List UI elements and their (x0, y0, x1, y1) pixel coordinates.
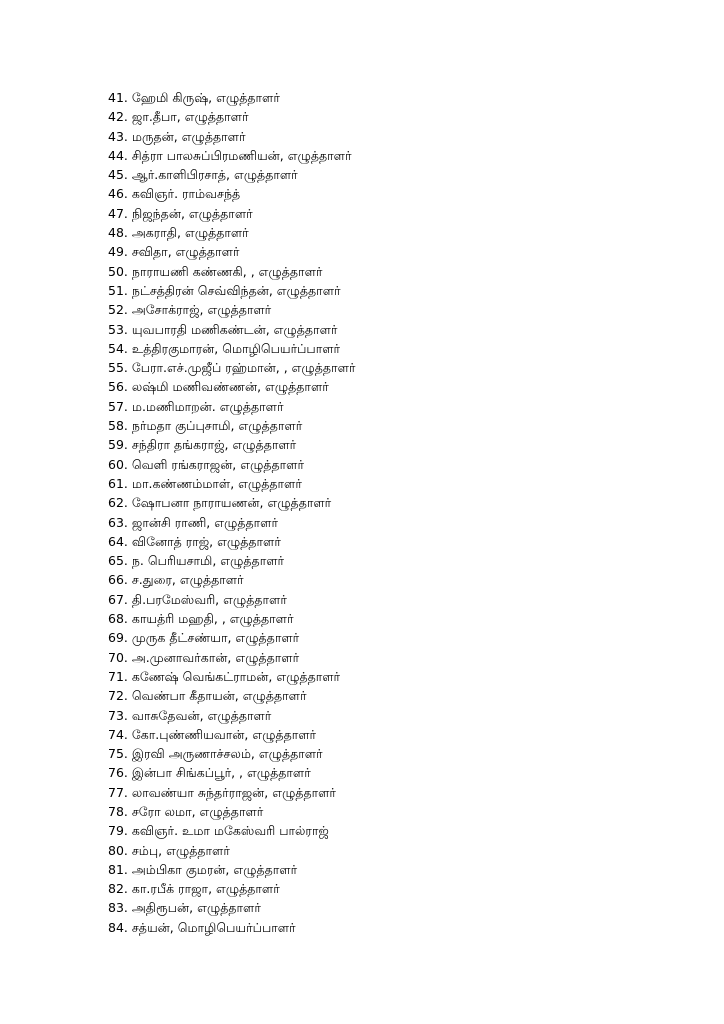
list-item-number: 53. (108, 321, 128, 337)
list-item-text: வினோத் ராஜ், எழுத்தாளர் (131, 533, 281, 549)
list-item-text: நாராயணி கண்ணகி, , எழுத்தாளர் (131, 263, 323, 279)
list-item (108, 262, 355, 281)
list-item-number: 70. (108, 649, 128, 665)
list-item (108, 242, 355, 261)
list-item (108, 744, 355, 763)
list-item (108, 320, 355, 339)
list-item-number: 76. (108, 765, 128, 781)
list-item-number: 52. (108, 302, 128, 318)
list-item-text: கோ.புண்ணியவான், எழுத்தாளர் (131, 726, 317, 742)
list-item-text: இரவி அருணாச்சலம், எழுத்தாளர் (131, 746, 323, 762)
list-item (108, 223, 355, 242)
list-item (108, 184, 355, 203)
list-item-text: நட்சத்திரன் செவ்விந்தன், எழுத்தாளர் (131, 282, 341, 298)
list-item (108, 435, 355, 454)
list-item-text: நர்மதா குப்புசாமி, எழுத்தாளர் (131, 418, 303, 434)
list-item (108, 416, 355, 435)
list-item-number: 84. (108, 919, 128, 935)
list-item (108, 590, 355, 609)
list-item-text: ஜான்சி ராணி, எழுத்தாளர் (131, 514, 278, 530)
list-item-text: ம.மணிமாறன். எழுத்தாளர் (131, 398, 284, 414)
list-item (108, 204, 355, 223)
list-item-text: சம்பு, எழுத்தாளர் (131, 842, 230, 858)
list-item-number: 67. (108, 591, 128, 607)
list-item (108, 300, 355, 319)
list-item-number: 83. (108, 900, 128, 916)
list-item (108, 513, 355, 532)
list-item-text: சித்ரா பாலசுப்பிரமணியன், எழுத்தாளர் (131, 147, 352, 163)
list-item-number: 57. (108, 398, 128, 414)
list-item-number: 71. (108, 668, 128, 684)
list-item-number: 46. (108, 186, 128, 202)
list-item-text: கணேஷ் வெங்கட்ராமன், எழுத்தாளர் (131, 668, 341, 684)
list-item (108, 551, 355, 570)
numbered-list (108, 88, 355, 937)
list-item-number: 74. (108, 726, 128, 742)
list-item (108, 107, 355, 126)
list-item-number: 77. (108, 784, 128, 800)
list-item-text: ச.துரை, எழுத்தாளர் (131, 572, 244, 588)
list-item (108, 474, 355, 493)
list-item-text: மா.கண்ணம்மாள், எழுத்தாளர் (131, 475, 302, 491)
list-item-number: 47. (108, 205, 128, 221)
list-item-text: சரோ லமா, எழுத்தாளர் (131, 803, 264, 819)
list-item-number: 54. (108, 340, 128, 356)
list-item-text: பேரா.எச்.முஜீப் ரஹ்மான், , எழுத்தாளர் (131, 360, 356, 376)
list-item-number: 78. (108, 803, 128, 819)
list-item-text: அ.முனாவர்கான், எழுத்தாளர் (131, 649, 300, 665)
list-item (108, 146, 355, 165)
list-item-text: ஜா.தீபா, எழுத்தாளர் (131, 109, 249, 125)
list-item-number: 49. (108, 244, 128, 260)
list-item (108, 628, 355, 647)
list-item-text: சத்யன், மொழிபெயர்ப்பாளர் (131, 919, 296, 935)
list-item-text: கா.ரபீக் ராஜா, எழுத்தாளர் (131, 881, 280, 897)
list-item (108, 570, 355, 589)
list-item-text: அம்பிகா குமரன், எழுத்தாளர் (131, 861, 298, 877)
list-item-number: 50. (108, 263, 128, 279)
list-item-number: 43. (108, 128, 128, 144)
list-item-number: 68. (108, 611, 128, 627)
list-item-number: 48. (108, 225, 128, 241)
list-item-number: 82. (108, 881, 128, 897)
list-item-text: வெளி ரங்கராஜன், எழுத்தாளர் (131, 456, 304, 472)
list-item-text: கவிஞர். ராம்வசந்த் (131, 186, 241, 202)
list-item (108, 686, 355, 705)
list-item-number: 75. (108, 746, 128, 762)
list-item (108, 898, 355, 917)
list-item-number: 58. (108, 418, 128, 434)
list-item-text: வாசுதேவன், எழுத்தாளர் (131, 707, 272, 723)
list-item-number: 69. (108, 630, 128, 646)
list-item (108, 879, 355, 898)
list-item-number: 62. (108, 495, 128, 511)
list-item-number: 56. (108, 379, 128, 395)
list-item-text: அகராதி, எழுத்தாளர் (131, 225, 249, 241)
list-item (108, 706, 355, 725)
list-item-text: லஷ்மி மணிவண்ணன், எழுத்தாளர் (131, 379, 329, 395)
list-item-number: 79. (108, 823, 128, 839)
list-item-text: கவிஞர். உமா மகேஸ்வரி பால்ராஜ் (131, 823, 329, 839)
list-item-text: காயத்ரி மஹதி, , எழுத்தாளர் (131, 611, 294, 627)
list-item-number: 64. (108, 533, 128, 549)
list-item (108, 377, 355, 396)
list-item-text: வெண்பா கீதாயன், எழுத்தாளர் (131, 688, 307, 704)
list-item-text: லாவண்யா சுந்தர்ராஜன், எழுத்தாளர் (131, 784, 336, 800)
list-item (108, 860, 355, 879)
list-item-number: 73. (108, 707, 128, 723)
list-item-text: இன்பா சிங்கப்பூர், , எழுத்தாளர் (131, 765, 311, 781)
list-item-text: சந்திரா தங்கராஜ், எழுத்தாளர் (131, 437, 297, 453)
list-item (108, 783, 355, 802)
list-item-text: அசோக்ராஜ், எழுத்தாளர் (131, 302, 272, 318)
list-item (108, 841, 355, 860)
list-item-text: யுவபாரதி மணிகண்டன், எழுத்தாளர் (131, 321, 338, 337)
list-item-number: 65. (108, 553, 128, 569)
list-item-text: தி.பரமேஸ்வரி, எழுத்தாளர் (131, 591, 287, 607)
list-item (108, 609, 355, 628)
list-item-number: 41. (108, 90, 128, 105)
list-item (108, 455, 355, 474)
list-item-number: 61. (108, 475, 128, 491)
list-item (108, 532, 355, 551)
list-item-text: முருக தீட்சண்யா, எழுத்தாளர் (131, 630, 300, 646)
list-item (108, 918, 355, 937)
list-item-number: 63. (108, 514, 128, 530)
list-item-text: ந. பெரியசாமி, எழுத்தாளர் (131, 553, 285, 569)
list-item-text: அதிரூபன், எழுத்தாளர் (131, 900, 261, 916)
list-item-text: ஆர்.காளிபிரசாத், எழுத்தாளர் (131, 167, 298, 183)
list-item (108, 725, 355, 744)
list-item (108, 493, 355, 512)
list-item-text: நிஜந்தன், எழுத்தாளர் (131, 205, 253, 221)
list-item-number: 81. (108, 861, 128, 877)
list-item-text: உத்திரகுமாரன், மொழிபெயர்ப்பாளர் (131, 340, 341, 356)
list-item-text: ஹேமி கிருஷ், எழுத்தாளர் (131, 90, 280, 105)
list-item (108, 165, 355, 184)
list-item-number: 44. (108, 147, 128, 163)
list-item (108, 648, 355, 667)
list-item-number: 55. (108, 360, 128, 376)
list-item-text: மருதன், எழுத்தாளர் (131, 128, 246, 144)
list-item-number: 59. (108, 437, 128, 453)
list-item-number: 72. (108, 688, 128, 704)
list-item-number: 42. (108, 109, 128, 125)
list-item-number: 45. (108, 167, 128, 183)
list-item (108, 339, 355, 358)
list-item (108, 821, 355, 840)
list-item-number: 66. (108, 572, 128, 588)
list-item (108, 763, 355, 782)
list-item-text: சவிதா, எழுத்தாளர் (131, 244, 240, 260)
list-item (108, 88, 355, 107)
list-item-number: 80. (108, 842, 128, 858)
list-item (108, 127, 355, 146)
list-item-text: ஷோபனா நாராயணன், எழுத்தாளர் (131, 495, 332, 511)
list-item (108, 802, 355, 821)
list-item-number: 60. (108, 456, 128, 472)
list-item (108, 358, 355, 377)
list-item-number: 51. (108, 282, 128, 298)
list-item (108, 281, 355, 300)
list-item (108, 397, 355, 416)
list-item (108, 667, 355, 686)
